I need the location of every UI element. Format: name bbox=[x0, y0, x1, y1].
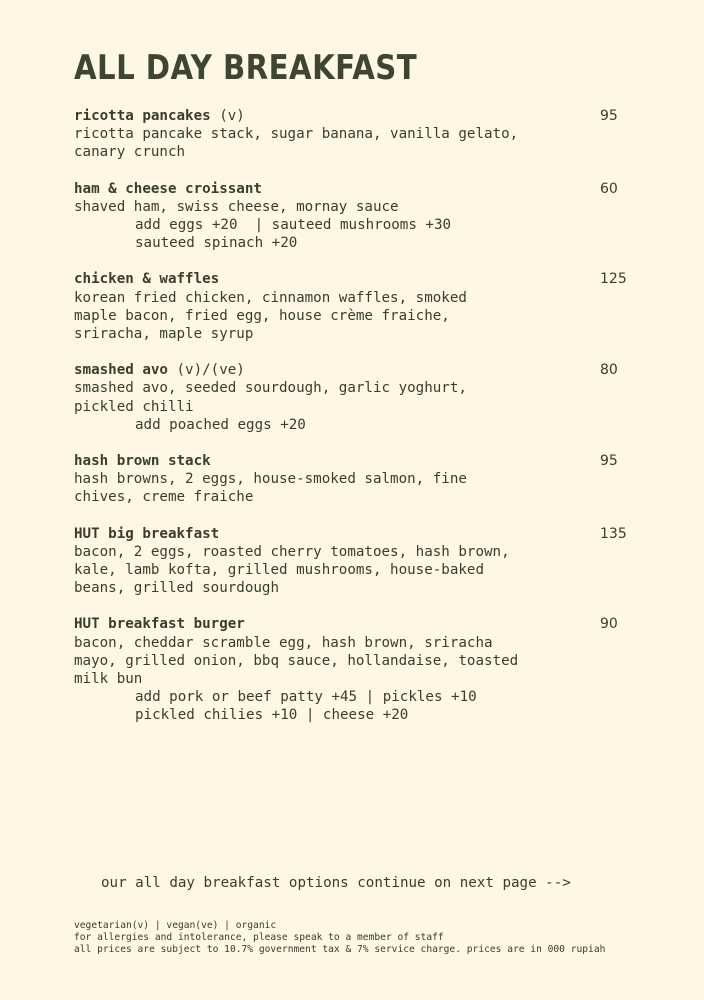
item-header bbox=[74, 180, 634, 198]
item-addon-line: add eggs +20 | sauteed mushrooms +30 bbox=[135, 217, 452, 234]
item-description-line: sriracha, maple syrup bbox=[74, 326, 254, 343]
item-header bbox=[74, 107, 634, 125]
item-description-line: bacon, cheddar scramble egg, hash brown, sriracha bbox=[74, 634, 493, 651]
item-price: 95 bbox=[600, 453, 618, 470]
item-addon-line: sauteed spinach +20 bbox=[135, 235, 298, 252]
diet-legend: vegetarian(v) | vegan(ve) | organic bbox=[74, 920, 277, 931]
item-addon-line: pickled chilies +10 | cheese +20 bbox=[135, 707, 409, 724]
item-description-line: chives, creme fraiche bbox=[74, 489, 254, 506]
item-header bbox=[74, 361, 634, 379]
item-header bbox=[74, 452, 634, 470]
menu-item-hut-big-breakfast bbox=[74, 525, 634, 598]
item-name: ham & cheese croissant bbox=[74, 180, 262, 197]
item-description-line: hash browns, 2 eggs, house-smoked salmon, fine bbox=[74, 471, 467, 488]
item-name: chicken & waffles bbox=[74, 271, 220, 288]
menu-item-chicken-waffles bbox=[74, 270, 634, 343]
item-diet-tag: (v) bbox=[210, 108, 245, 124]
item-price: 135 bbox=[600, 525, 627, 542]
item-diet-tag: (v)/(ve) bbox=[167, 362, 245, 379]
menu-item-ricotta-pancakes bbox=[74, 107, 634, 162]
item-name: ricotta pancakes bbox=[74, 108, 211, 124]
item-description-line: milk bun bbox=[74, 671, 143, 688]
continued-note: our all day breakfast options continue on next page --> bbox=[101, 875, 571, 891]
item-description-line: pickled chilli bbox=[74, 398, 194, 415]
item-description-line: ricotta pancake stack, sugar banana, vanilla gelato, bbox=[74, 126, 519, 143]
menu-item-ham-cheese-croissant bbox=[74, 180, 634, 253]
item-description-line: canary crunch bbox=[74, 144, 186, 161]
item-price: 90 bbox=[600, 616, 618, 633]
allergy-note: for allergies and intolerance, please speak to a member of staff bbox=[74, 932, 444, 943]
price-note: all prices are subject to 10.7% government tax & 7% service charge. prices are in 000 rupiah bbox=[74, 944, 606, 955]
item-description-line: kale, lamb kofta, grilled mushrooms, house-baked bbox=[74, 562, 484, 579]
page-title: ALL DAY BREAKFAST bbox=[74, 48, 418, 88]
legal-notes bbox=[74, 920, 605, 956]
menu-list bbox=[74, 107, 634, 743]
item-addon-line: add poached eggs +20 bbox=[135, 416, 306, 433]
item-description-line: mayo, grilled onion, bbq sauce, hollandaise, toasted bbox=[74, 652, 519, 669]
item-description-line: bacon, 2 eggs, roasted cherry tomatoes, hash brown, bbox=[74, 543, 510, 560]
item-price: 125 bbox=[600, 271, 627, 288]
item-name: smashed avo bbox=[74, 362, 168, 379]
item-price: 95 bbox=[600, 108, 618, 124]
item-addon-line: add pork or beef patty +45 | pickles +10 bbox=[135, 689, 477, 706]
item-description-line: beans, grilled sourdough bbox=[74, 580, 279, 597]
item-price: 60 bbox=[600, 180, 618, 197]
item-description-line: smashed avo, seeded sourdough, garlic yoghurt, bbox=[74, 380, 467, 397]
menu-item-hash-brown-stack bbox=[74, 452, 634, 507]
item-name: HUT breakfast burger bbox=[74, 616, 245, 633]
item-name: HUT big breakfast bbox=[74, 525, 220, 542]
item-name: hash brown stack bbox=[74, 453, 211, 470]
item-header bbox=[74, 270, 634, 288]
item-description-line: shaved ham, swiss cheese, mornay sauce bbox=[74, 198, 399, 215]
item-header bbox=[74, 615, 634, 633]
menu-item-smashed-avo bbox=[74, 361, 634, 434]
menu-item-hut-breakfast-burger bbox=[74, 615, 634, 724]
item-description-line: korean fried chicken, cinnamon waffles, smoked bbox=[74, 289, 467, 306]
item-description-line: maple bacon, fried egg, house crème fraiche, bbox=[74, 307, 450, 324]
item-header bbox=[74, 525, 634, 543]
item-price: 80 bbox=[600, 362, 618, 379]
